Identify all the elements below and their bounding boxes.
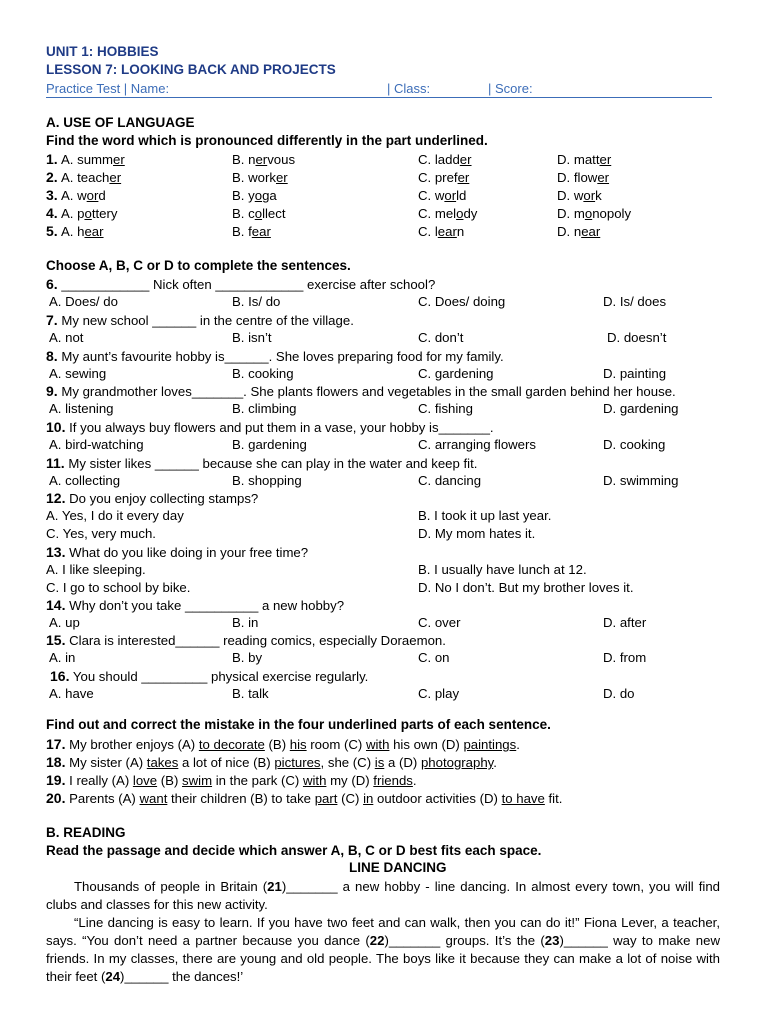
answer-option[interactable]: D. do bbox=[603, 686, 635, 701]
underlined-part[interactable]: friends bbox=[373, 773, 413, 788]
question-number: 1. bbox=[46, 151, 58, 167]
answer-option[interactable]: B. I usually have lunch at 12. bbox=[418, 562, 587, 577]
option-text: k bbox=[595, 188, 602, 203]
error-sentence bbox=[46, 791, 562, 805]
sentence-text: (B) bbox=[157, 773, 183, 788]
error-sentence bbox=[46, 755, 497, 769]
answer-option[interactable]: C. fishing bbox=[418, 401, 473, 416]
underlined-part: o bbox=[254, 206, 263, 221]
answer-option[interactable]: A. in bbox=[49, 650, 76, 665]
sentence-text: My sister (A) bbox=[65, 755, 147, 770]
question-number: 18. bbox=[46, 754, 66, 770]
class-field-label: | Class: bbox=[387, 81, 431, 96]
answer-option[interactable] bbox=[418, 171, 469, 184]
question-number: 4. bbox=[46, 205, 58, 221]
answer-option[interactable]: D. swimming bbox=[603, 473, 679, 488]
question-number: 17. bbox=[46, 736, 66, 752]
option-text: D. m bbox=[557, 206, 585, 221]
underlined-part: o bbox=[84, 206, 92, 221]
question-text: ____________ Nick often ____________ exercise after school? bbox=[57, 277, 436, 292]
answer-option[interactable] bbox=[61, 207, 117, 220]
question-text: Clara is interested______ reading comics, especially Doraemon. bbox=[65, 633, 446, 648]
answer-option[interactable]: A. sewing bbox=[49, 366, 107, 381]
question-stem bbox=[46, 277, 435, 291]
section-b-title: B. READING bbox=[46, 825, 126, 840]
sentence-text: I really (A) bbox=[65, 773, 133, 788]
answer-option[interactable] bbox=[232, 225, 271, 238]
option-text: A. p bbox=[61, 206, 85, 221]
underlined-part: or bbox=[444, 188, 457, 203]
underlined-part: ear bbox=[84, 224, 104, 239]
answer-option[interactable]: D. cooking bbox=[603, 437, 666, 452]
question-text: My aunt’s favourite hobby is______. She loves preparing food for my family. bbox=[57, 349, 504, 364]
option-text: llect bbox=[262, 206, 286, 221]
answer-option[interactable]: D. doesn’t bbox=[607, 330, 667, 345]
answer-option[interactable]: A. I like sleeping. bbox=[46, 562, 146, 577]
question-stem bbox=[46, 420, 494, 434]
answer-option[interactable]: A. have bbox=[49, 686, 94, 701]
underlined-part[interactable]: want bbox=[139, 791, 168, 806]
sentence-text: . bbox=[493, 755, 497, 770]
answer-option[interactable]: C. over bbox=[418, 615, 461, 630]
underlined-part[interactable]: swim bbox=[182, 773, 213, 788]
option-text: ld bbox=[456, 188, 467, 203]
answer-option[interactable]: A. up bbox=[49, 615, 80, 630]
answer-option[interactable] bbox=[232, 153, 295, 166]
answer-option[interactable]: D. No I don’t. But my brother loves it. bbox=[418, 580, 634, 595]
underlined-part: er bbox=[599, 152, 612, 167]
option-text: C. w bbox=[418, 188, 445, 203]
question-stem bbox=[46, 384, 676, 398]
answer-option[interactable]: D. after bbox=[603, 615, 647, 630]
underlined-part: er bbox=[457, 170, 470, 185]
answer-option[interactable] bbox=[418, 153, 472, 166]
underlined-part[interactable]: photography bbox=[420, 755, 494, 770]
underlined-part[interactable]: pictures bbox=[274, 755, 321, 770]
option-text: B. f bbox=[232, 224, 252, 239]
answer-option[interactable] bbox=[232, 171, 288, 184]
answer-option[interactable]: C. gardening bbox=[418, 366, 494, 381]
answer-option[interactable]: B. gardening bbox=[232, 437, 307, 452]
sentence-text: . bbox=[516, 737, 520, 752]
question-number: 5. bbox=[46, 223, 58, 239]
option-text: B. work bbox=[232, 170, 276, 185]
question-number: 3. bbox=[46, 187, 58, 203]
blank-number: 22 bbox=[369, 933, 385, 948]
option-text: C. mel bbox=[418, 206, 457, 221]
answer-option[interactable]: D. My mom hates it. bbox=[418, 526, 536, 541]
underlined-part: er bbox=[255, 152, 268, 167]
sentence-text: my (D) bbox=[326, 773, 374, 788]
question-number: 12. bbox=[46, 490, 66, 506]
answer-option[interactable]: B. in bbox=[232, 615, 259, 630]
sentence-text: (C) bbox=[337, 791, 364, 806]
answer-option[interactable] bbox=[232, 207, 286, 220]
underlined-part: ear bbox=[581, 224, 601, 239]
option-text: A. w bbox=[61, 188, 87, 203]
question-stem bbox=[46, 598, 344, 612]
passage-text: )_______ a new hobby - line dancing. In almost every town, you will find clubs and classes for this new activity. bbox=[46, 879, 720, 912]
name-field-label: Practice Test | Name: bbox=[46, 81, 170, 96]
passage-title: LINE DANCING bbox=[349, 860, 447, 875]
option-text: D. n bbox=[557, 224, 582, 239]
underlined-part: o bbox=[254, 188, 263, 203]
answer-option[interactable] bbox=[61, 225, 104, 238]
answer-option[interactable] bbox=[557, 207, 631, 220]
option-text: ttery bbox=[91, 206, 118, 221]
sentence-text: in the park (C) bbox=[212, 773, 303, 788]
answer-option[interactable]: B. isn’t bbox=[232, 330, 272, 345]
answer-option[interactable] bbox=[418, 189, 466, 202]
option-text: D. w bbox=[557, 188, 584, 203]
passage-text: )______ the dances!’ bbox=[120, 969, 244, 984]
question-number: 7. bbox=[46, 312, 58, 328]
underlined-part: ear bbox=[251, 224, 271, 239]
answer-option[interactable]: B. I took it up last year. bbox=[418, 508, 552, 523]
question-number: 15. bbox=[46, 632, 66, 648]
error-instruction: Find out and correct the mistake in the four underlined parts of each sentence. bbox=[46, 717, 551, 732]
question-number: 19. bbox=[46, 772, 66, 788]
option-text: D. matt bbox=[557, 152, 600, 167]
answer-option[interactable]: C. play bbox=[418, 686, 460, 701]
passage-text: )_______ groups. It’s the ( bbox=[384, 933, 545, 948]
sentence-text: , she (C) bbox=[320, 755, 375, 770]
passage-text: Thousands of people in Britain ( bbox=[74, 879, 268, 894]
option-text: vous bbox=[267, 152, 296, 167]
answer-option[interactable]: C. arranging flowers bbox=[418, 437, 537, 452]
answer-option[interactable]: B. by bbox=[232, 650, 263, 665]
option-text: d bbox=[98, 188, 106, 203]
question-text: Do you enjoy collecting stamps? bbox=[65, 491, 259, 506]
option-text: C. l bbox=[418, 224, 438, 239]
answer-option[interactable]: A. listening bbox=[49, 401, 114, 416]
option-text: dy bbox=[463, 206, 478, 221]
underlined-part[interactable]: with bbox=[302, 773, 327, 788]
answer-option[interactable]: A. Does/ do bbox=[49, 294, 118, 309]
sentence-text: outdoor activities (D) bbox=[373, 791, 502, 806]
blank-number: 23 bbox=[544, 933, 560, 948]
option-text: D. flow bbox=[557, 170, 598, 185]
unit-title: UNIT 1: HOBBIES bbox=[46, 44, 159, 59]
question-number: 10. bbox=[46, 419, 66, 435]
underlined-part: or bbox=[583, 188, 596, 203]
sentence-text: (B) bbox=[264, 737, 290, 752]
answer-option[interactable]: A. Yes, I do it every day bbox=[46, 508, 184, 523]
question-number: 8. bbox=[46, 348, 58, 364]
underlined-part[interactable]: part bbox=[314, 791, 338, 806]
answer-option[interactable]: C. Yes, very much. bbox=[46, 526, 156, 541]
question-stem bbox=[46, 545, 308, 559]
question-number: 14. bbox=[46, 597, 66, 613]
question-stem bbox=[50, 669, 368, 683]
option-text: C. pref bbox=[418, 170, 458, 185]
question-stem bbox=[46, 313, 354, 327]
question-number: 2. bbox=[46, 169, 58, 185]
question-text: My grandmother loves_______. She plants flowers and vegetables in the small garden behind her house. bbox=[57, 384, 676, 399]
answer-option[interactable]: C. I go to school by bike. bbox=[46, 580, 191, 595]
answer-option[interactable]: D. from bbox=[603, 650, 647, 665]
option-text: nopoly bbox=[592, 206, 632, 221]
option-text: B. c bbox=[232, 206, 255, 221]
underlined-part: er bbox=[597, 170, 610, 185]
underlined-part[interactable]: love bbox=[132, 773, 158, 788]
question-text: My new school ______ in the centre of the village. bbox=[57, 313, 354, 328]
question-text: My sister likes ______ because she can play in the water and keep fit. bbox=[64, 456, 478, 471]
question-text: If you always buy flowers and put them in a vase, your hobby is_______. bbox=[65, 420, 494, 435]
sentence-text: a lot of nice (B) bbox=[178, 755, 275, 770]
sentence-text: My brother enjoys (A) bbox=[65, 737, 199, 752]
answer-option[interactable]: C. don’t bbox=[418, 330, 464, 345]
answer-option[interactable]: B. shopping bbox=[232, 473, 302, 488]
answer-option[interactable]: D. Is/ does bbox=[603, 294, 667, 309]
option-text: ga bbox=[262, 188, 277, 203]
sentence-text: . bbox=[412, 773, 417, 788]
score-field-label: | Score: bbox=[488, 81, 533, 96]
answer-option[interactable]: C. Does/ doing bbox=[418, 294, 506, 309]
passage-text: “Line dancing is easy to learn. If you have two feet and can walk, then you can do it!” Fiona Lever, a teacher, says. “You don’t need a partner because you dance ( bbox=[46, 915, 720, 948]
answer-option[interactable] bbox=[557, 225, 600, 238]
answer-option[interactable]: D. gardening bbox=[603, 401, 679, 416]
answer-option[interactable] bbox=[418, 225, 464, 238]
question-number: 6. bbox=[46, 276, 58, 292]
section-a-title: A. USE OF LANGUAGE bbox=[46, 115, 195, 130]
underlined-part[interactable]: paintings bbox=[463, 737, 517, 752]
lesson-title: LESSON 7: LOOKING BACK AND PROJECTS bbox=[46, 62, 336, 77]
passage-paragraph-2 bbox=[46, 914, 720, 986]
underlined-part[interactable]: to decorate bbox=[198, 737, 265, 752]
question-number: 11. bbox=[46, 455, 65, 471]
answer-option[interactable]: C. dancing bbox=[418, 473, 482, 488]
underlined-part[interactable]: with bbox=[365, 737, 390, 752]
answer-option[interactable]: B. climbing bbox=[232, 401, 297, 416]
underlined-part[interactable]: to have bbox=[501, 791, 545, 806]
answer-option[interactable] bbox=[232, 189, 277, 202]
sentence-text: Parents (A) bbox=[65, 791, 140, 806]
answer-option[interactable]: B. cooking bbox=[232, 366, 294, 381]
answer-option[interactable] bbox=[418, 207, 477, 220]
answer-option[interactable] bbox=[557, 171, 609, 184]
underlined-part[interactable]: in bbox=[363, 791, 374, 806]
answer-option[interactable]: D. painting bbox=[603, 366, 667, 381]
option-text: A. summ bbox=[61, 152, 114, 167]
option-text: C. ladd bbox=[418, 152, 460, 167]
answer-option[interactable] bbox=[61, 171, 121, 184]
passage-text: )______ way to make new friends. In my classes, there are young and old people. The boys like it because they can make a lot of noise with their feet ( bbox=[46, 933, 720, 984]
question-number: 16. bbox=[50, 668, 70, 684]
answer-option[interactable]: A. not bbox=[49, 330, 84, 345]
sentence-text: fit. bbox=[544, 791, 563, 806]
underlined-part: er bbox=[109, 170, 122, 185]
answer-option[interactable] bbox=[61, 189, 106, 202]
option-text: A. h bbox=[61, 224, 85, 239]
mc-instruction: Choose A, B, C or D to complete the sentences. bbox=[46, 258, 351, 273]
option-text: B. n bbox=[232, 152, 256, 167]
answer-option[interactable] bbox=[557, 189, 602, 202]
underlined-part[interactable]: takes bbox=[146, 755, 179, 770]
question-stem bbox=[46, 633, 446, 647]
underlined-part: er bbox=[275, 170, 288, 185]
question-stem bbox=[46, 456, 477, 470]
question-text: What do you like doing in your free time? bbox=[65, 545, 309, 560]
option-text: n bbox=[456, 224, 465, 239]
error-sentence bbox=[46, 737, 520, 751]
question-text: Why don’t you take __________ a new hobby? bbox=[65, 598, 345, 613]
underlined-part: er bbox=[459, 152, 472, 167]
pronunciation-instruction: Find the word which is pronounced differently in the part underlined. bbox=[46, 133, 488, 148]
answer-option[interactable]: A. bird-watching bbox=[49, 437, 144, 452]
underlined-part: or bbox=[86, 188, 99, 203]
header-divider bbox=[46, 97, 712, 98]
sentence-text: their children (B) to take bbox=[167, 791, 315, 806]
question-stem bbox=[46, 349, 504, 363]
answer-option[interactable]: C. on bbox=[418, 650, 450, 665]
question-number: 13. bbox=[46, 544, 66, 560]
question-stem bbox=[46, 491, 258, 505]
answer-option[interactable] bbox=[557, 153, 611, 166]
option-text: B. y bbox=[232, 188, 255, 203]
underlined-part: o bbox=[584, 206, 593, 221]
sentence-text: his own (D) bbox=[389, 737, 464, 752]
underlined-part: o bbox=[456, 206, 464, 221]
question-text: You should _________ physical exercise regularly. bbox=[69, 669, 369, 684]
sentence-text: room (C) bbox=[306, 737, 366, 752]
error-sentence bbox=[46, 773, 417, 787]
passage-paragraph-1 bbox=[46, 878, 720, 914]
blank-number: 21 bbox=[267, 879, 282, 894]
answer-option[interactable] bbox=[61, 153, 125, 166]
answer-option[interactable]: B. Is/ do bbox=[232, 294, 281, 309]
underlined-part[interactable]: his bbox=[289, 737, 307, 752]
underlined-part: er bbox=[113, 152, 125, 167]
underlined-part: ear bbox=[437, 224, 457, 239]
question-number: 20. bbox=[46, 790, 66, 806]
blank-number: 24 bbox=[105, 969, 121, 984]
option-text: A. teach bbox=[61, 170, 110, 185]
underlined-part[interactable]: is bbox=[374, 755, 385, 770]
question-number: 9. bbox=[46, 383, 58, 399]
answer-option[interactable]: B. talk bbox=[232, 686, 269, 701]
sentence-text: a (D) bbox=[384, 755, 421, 770]
answer-option[interactable]: A. collecting bbox=[49, 473, 121, 488]
reading-instruction: Read the passage and decide which answer A, B, C or D best fits each space. bbox=[46, 843, 542, 858]
